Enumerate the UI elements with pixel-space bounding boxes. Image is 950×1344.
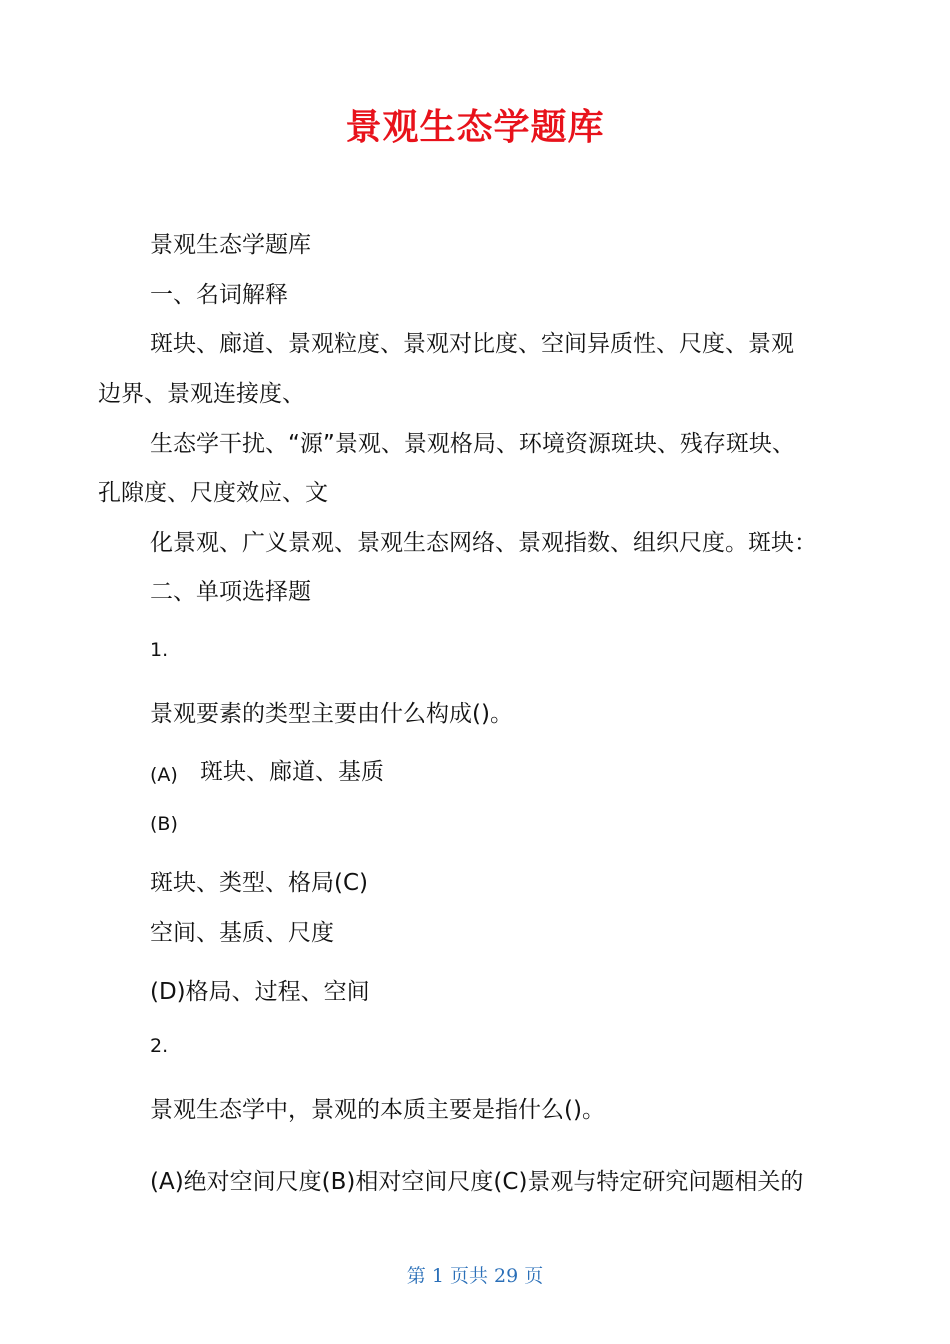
question-number: 2. bbox=[150, 1035, 169, 1057]
question-text: 景观生态学中，景观的本质主要是指什么()。 bbox=[150, 1097, 605, 1123]
option-text: 斑块、廊道、基质 bbox=[200, 759, 384, 785]
document-title: 景观生态学题库 bbox=[345, 107, 605, 148]
option-text: 空间、基质、尺度 bbox=[150, 920, 334, 946]
option-label: (B) bbox=[150, 813, 178, 835]
option-text: 斑块、类型、格局(C) bbox=[150, 870, 369, 896]
section-heading: 一、名词解释 bbox=[150, 282, 288, 308]
option-text: (D)格局、过程、空间 bbox=[150, 979, 370, 1005]
question-text: 景观要素的类型主要由什么构成()。 bbox=[150, 701, 513, 727]
text-line: 斑块、廊道、景观粒度、景观对比度、空间异质性、尺度、景观 bbox=[150, 331, 794, 357]
text-line: 孔隙度、尺度效应、文 bbox=[98, 480, 328, 506]
text-line: 生态学干扰、“源”景观、景观格局、环境资源斑块、残存斑块、 bbox=[150, 431, 795, 457]
section-heading: 二、单项选择题 bbox=[150, 579, 311, 605]
text-line: 边界、景观连接度、 bbox=[98, 381, 305, 407]
text-line: 化景观、广义景观、景观生态网络、景观指数、组织尺度。斑块： bbox=[150, 530, 817, 556]
page-footer: 第 1 页共 29 页 bbox=[406, 1265, 544, 1287]
text-line: 景观生态学题库 bbox=[150, 232, 311, 258]
option-text: (A)绝对空间尺度(B)相对空间尺度(C)景观与特定研究问题相关的 bbox=[150, 1169, 804, 1195]
question-number: 1. bbox=[150, 639, 169, 661]
option-label: (A) bbox=[150, 764, 178, 786]
